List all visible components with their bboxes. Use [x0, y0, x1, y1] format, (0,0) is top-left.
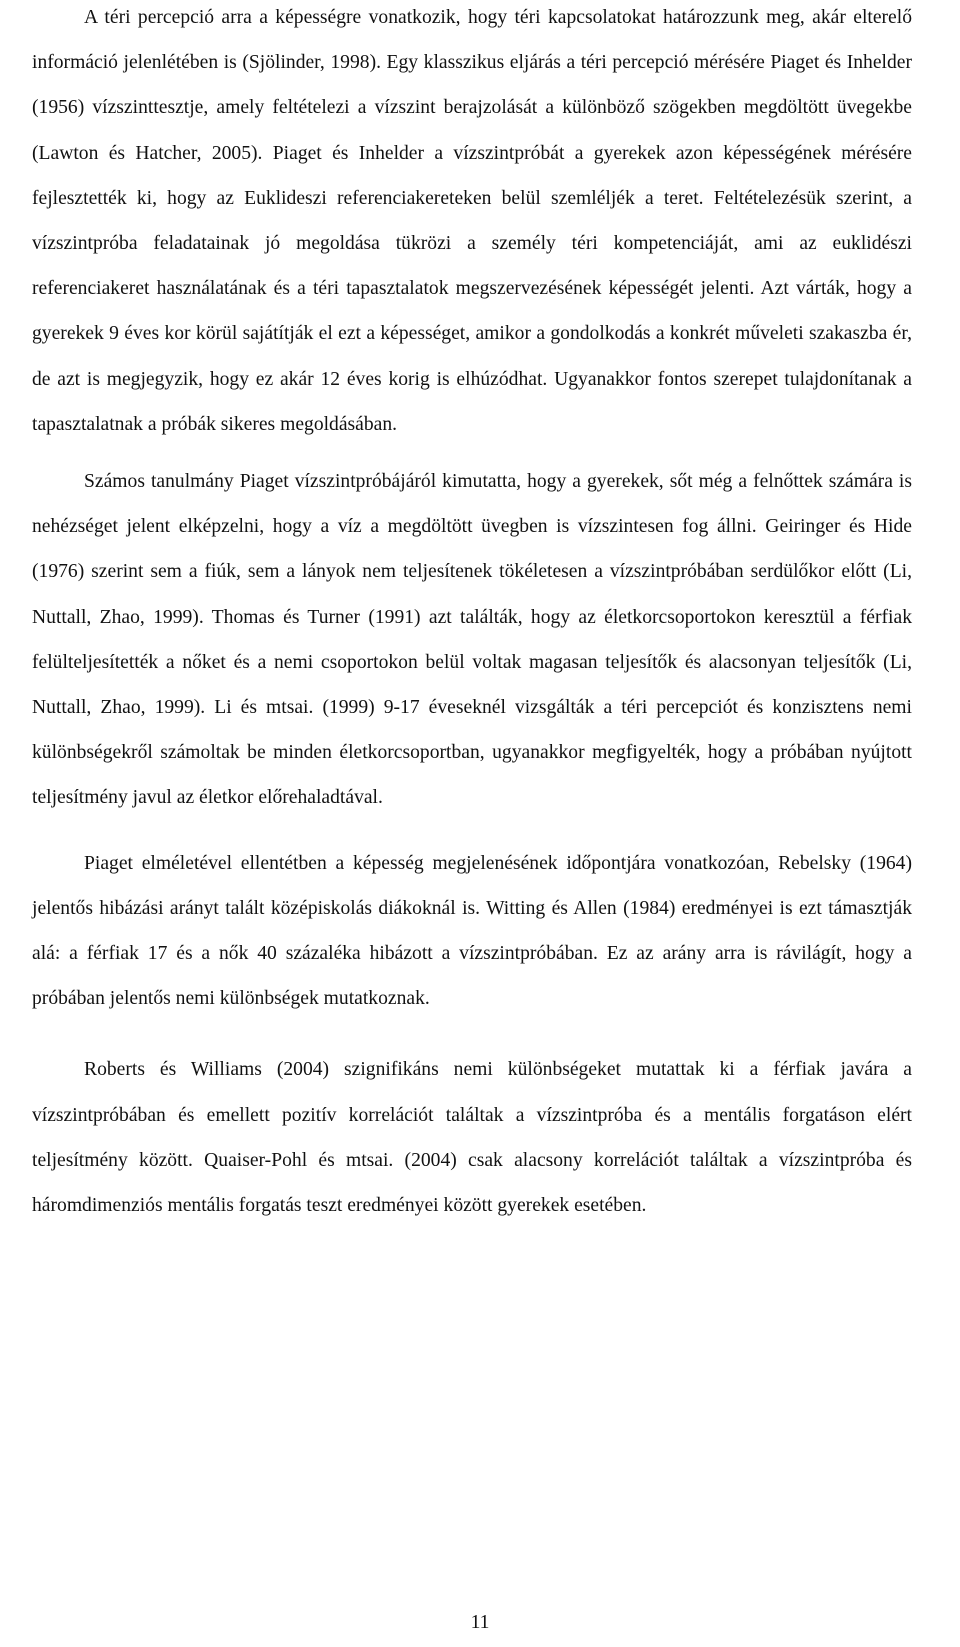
paragraph-2: Számos tanulmány Piaget vízszintpróbájáról kimutatta, hogy a gyerekek, sőt még a felnőttek számára is nehézséget jelent elképzelni, hogy a víz a megdöltött üvegben is vízszintesen fog állni. Geiringer és Hide (1976) szerint sem a fiúk, sem a lányok nem teljesítenek tökéletesen a vízszintpróbában serdülőkor előtt (Li, Nuttall, Zhao, 1999). Thomas és Turner (1991) azt találták, hogy az életkorcsoportokon keresztül a férfiak felülteljesítették a nőket és a nemi csoportokon belül voltak magasan teljesítők és alacsonyan teljesítők (Li, Nuttall, Zhao, 1999). Li és mtsai. (1999) 9-17 éveseknél vizsgálták a téri percepciót és konzisztens nemi különbségekről számoltak be minden életkorcsoportban, ugyanakkor megfigyelték, hogy a próbában nyújtott teljesítmény javul az életkor előrehaladtával.: [32, 471, 912, 809]
body-text: [32, 0, 912, 1228]
paragraph-4: Roberts és Williams (2004) szignifikáns nemi különbségeket mutattak ki a férfiak javára a vízszintpróbában és emellett pozitív korrelációt találtak a vízszintpróba és a mentális forgatáson elért teljesítmény között. Quaiser-Pohl és mtsai. (2004) csak alacsony korrelációt találtak a vízszintpróba és háromdimenziós mentális forgatás teszt eredményei között gyerekek esetében.: [32, 1059, 912, 1217]
paragraph-1: A téri percepció arra a képességre vonatkozik, hogy téri kapcsolatokat határozzunk meg, akár elterelő információ jelenlétében is (Sjölinder, 1998). Egy klasszikus eljárás a téri percepció mérésére Piaget és Inhelder (1956) vízszinttesztje, amely feltételezi a vízszint berajzolását a különböző szögekben megdöltött üvegekbe (Lawton és Hatcher, 2005). Piaget és Inhelder a vízszintpróbát a gyerekek azon képességének mérésére fejlesztették ki, hogy az Euklideszi referenciakereteken belül szemléljék a teret. Feltételezésük szerint, a vízszintpróba feladatainak jó megoldása tükrözi a személy téri kompetenciáját, ami az euklidészi referenciakeret használatának és a téri tapasztalatok megszervezésének képességét jelenti. Azt várták, hogy a gyerekek 9 éves kor körül sajátítják el ezt a képességet, amikor a gondolkodás a konkrét műveleti szakaszba ér, de azt is megjegyzik, hogy ez akár 12 éves korig is elhúzódhat. Ugyanakkor fontos szerepet tulajdonítanak a tapasztalatnak a próbák sikeres megoldásában.: [32, 7, 912, 435]
paragraph-3: Piaget elméletével ellentétben a képesség megjelenésének időpontjára vonatkozóan, Rebelsky (1964) jelentős hibázási arányt talált középiskolás diákoknál is. Witting és Allen (1984) eredményei is ezt támasztják alá: a férfiak 17 és a nők 40 százaléka hibázott a vízszintpróbában. Ez az arány arra is rávilágít, hogy a próbában jelentős nemi különbségek mutatkoznak.: [32, 852, 912, 1010]
page-number: 11: [470, 1612, 490, 1633]
